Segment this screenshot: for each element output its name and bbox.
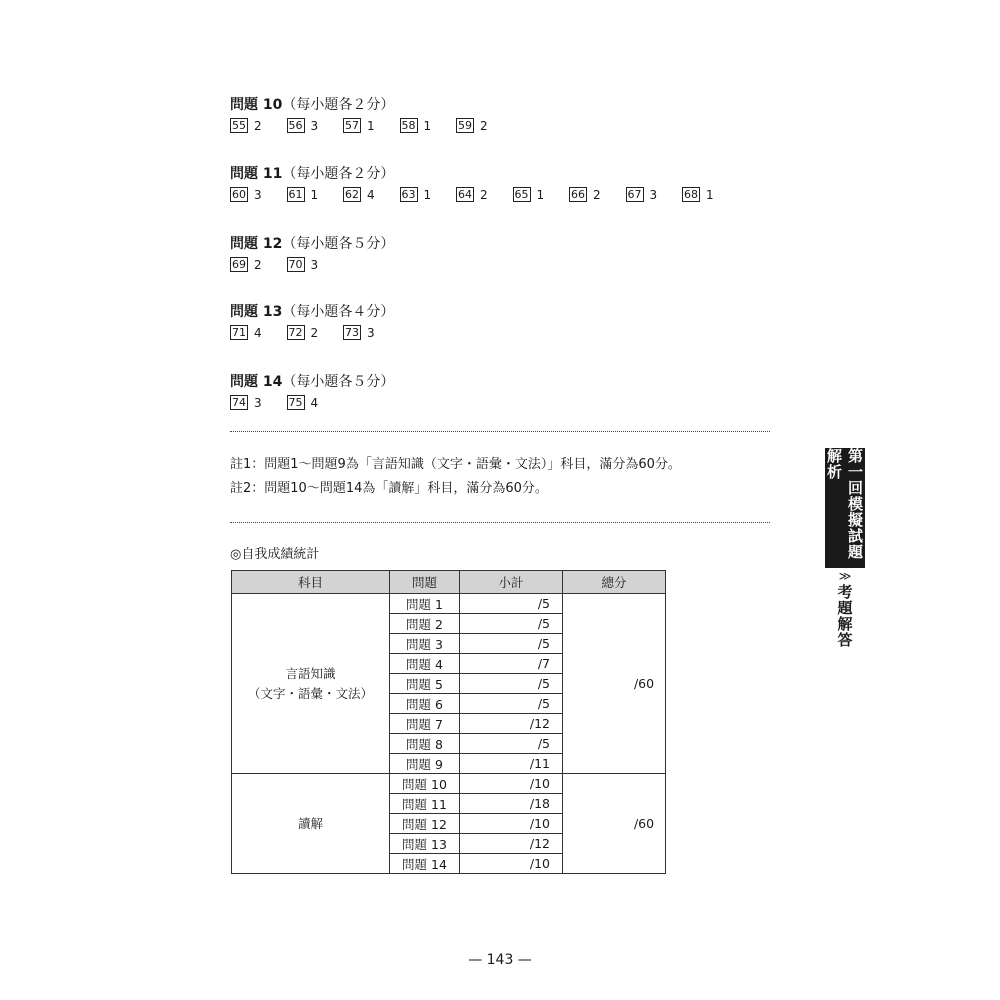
chapter-tab: 第一回模擬試題解析 bbox=[825, 448, 865, 568]
question-number-box: 61 bbox=[288, 188, 303, 201]
answer-item bbox=[287, 187, 319, 202]
answer-item bbox=[287, 257, 319, 272]
subtotal-cell: /5 bbox=[460, 634, 563, 654]
answer-value: 2 bbox=[480, 118, 488, 133]
question-number-box: 73 bbox=[345, 326, 359, 339]
header-subject: 科目 bbox=[232, 571, 390, 594]
answer-value: 2 bbox=[254, 118, 262, 133]
answer-item bbox=[400, 118, 432, 133]
question-number-box: 57 bbox=[345, 119, 359, 132]
answer-list bbox=[230, 257, 394, 277]
total-cell: /60 bbox=[563, 594, 666, 774]
answer-value: 2 bbox=[480, 187, 488, 202]
section-title bbox=[230, 234, 394, 254]
question-cell: 問題 5 bbox=[390, 674, 460, 694]
question-number-box: 58 bbox=[401, 119, 416, 132]
section-title bbox=[230, 372, 394, 392]
question-cell: 問題 12 bbox=[390, 814, 460, 834]
points-note: （每小題各５分） bbox=[282, 236, 395, 252]
points-note: （每小題各２分） bbox=[282, 97, 395, 113]
answer-section bbox=[230, 302, 394, 345]
answer-item bbox=[230, 395, 262, 410]
question-number-box: 71 bbox=[232, 326, 246, 339]
answer-value: 1 bbox=[367, 118, 375, 133]
answer-value: 3 bbox=[310, 118, 319, 133]
subtotal-cell: /10 bbox=[460, 774, 563, 794]
question-number-box: 75 bbox=[288, 396, 303, 409]
question-cell: 問題 4 bbox=[390, 654, 460, 674]
question-number-box: 65 bbox=[514, 188, 529, 201]
answer-item bbox=[626, 187, 658, 202]
answer-value: 1 bbox=[310, 187, 319, 202]
subtotal-cell: /10 bbox=[460, 814, 563, 834]
question-number-box: 72 bbox=[288, 326, 303, 339]
answer-value: 3 bbox=[310, 257, 319, 272]
section-title bbox=[230, 302, 394, 322]
answer-value: 4 bbox=[367, 187, 375, 202]
answer-list bbox=[230, 395, 394, 415]
answer-section bbox=[230, 95, 488, 138]
subtotal-cell: /18 bbox=[460, 794, 563, 814]
question-number-box: 56 bbox=[288, 119, 303, 132]
subject-cell bbox=[232, 774, 390, 874]
stats-title: ◎自我成績統計 bbox=[230, 547, 320, 562]
answer-value: 3 bbox=[254, 187, 262, 202]
subtotal-cell: /7 bbox=[460, 654, 563, 674]
subtotal-cell: /10 bbox=[460, 854, 563, 874]
answer-item bbox=[230, 325, 262, 340]
points-note: （每小題各４分） bbox=[282, 304, 395, 320]
note-2: 註2：問題10～問題14為「讀解」科目，滿分為60分。 bbox=[230, 481, 548, 496]
question-label: 問題 10 bbox=[230, 97, 283, 113]
question-cell: 問題 9 bbox=[390, 754, 460, 774]
subtotal-cell: /12 bbox=[460, 714, 563, 734]
section-tab: 考題解答 bbox=[835, 584, 854, 648]
answer-item bbox=[569, 187, 601, 202]
answer-item bbox=[682, 187, 714, 202]
table-row bbox=[232, 774, 666, 794]
answer-value: 3 bbox=[649, 187, 658, 202]
answer-value: 2 bbox=[254, 257, 262, 272]
answer-value: 4 bbox=[254, 325, 262, 340]
answer-value: 2 bbox=[593, 187, 601, 202]
chapter-sidebar bbox=[825, 448, 865, 648]
answer-item bbox=[513, 187, 545, 202]
question-cell: 問題 14 bbox=[390, 854, 460, 874]
question-number-box: 68 bbox=[684, 188, 698, 201]
question-number-box: 55 bbox=[232, 119, 246, 132]
subtotal-cell: /11 bbox=[460, 754, 563, 774]
answer-item bbox=[287, 395, 319, 410]
header-question: 問題 bbox=[390, 571, 460, 594]
question-number-box: 69 bbox=[232, 258, 246, 271]
answer-value: 1 bbox=[706, 187, 714, 202]
header-subtotal: 小計 bbox=[460, 571, 563, 594]
score-table-body bbox=[232, 594, 666, 874]
answer-value: 2 bbox=[310, 325, 319, 340]
question-cell: 問題 13 bbox=[390, 834, 460, 854]
question-label: 問題 14 bbox=[230, 374, 283, 390]
question-cell: 問題 10 bbox=[390, 774, 460, 794]
answer-value: 3 bbox=[367, 325, 375, 340]
answer-list bbox=[230, 187, 714, 207]
dotted-divider-top bbox=[230, 431, 770, 432]
points-note: （每小題各２分） bbox=[282, 166, 395, 182]
points-note: （每小題各５分） bbox=[282, 374, 395, 390]
answer-section bbox=[230, 372, 394, 415]
double-chevron-icon: ≫ bbox=[838, 569, 852, 583]
question-number-box: 64 bbox=[458, 188, 472, 201]
question-cell: 問題 1 bbox=[390, 594, 460, 614]
answer-section bbox=[230, 164, 714, 207]
subject-name: 讀解 bbox=[297, 815, 323, 831]
dotted-divider-bottom bbox=[230, 522, 770, 523]
answer-item bbox=[230, 257, 262, 272]
answer-value: 3 bbox=[254, 395, 262, 410]
question-label: 問題 12 bbox=[230, 236, 283, 252]
answer-section bbox=[230, 234, 394, 277]
question-cell: 問題 11 bbox=[390, 794, 460, 814]
question-number-box: 62 bbox=[345, 188, 359, 201]
section-title bbox=[230, 95, 394, 115]
answer-item bbox=[287, 118, 319, 133]
question-number-box: 67 bbox=[627, 188, 642, 201]
question-label: 問題 11 bbox=[230, 166, 283, 182]
answer-item bbox=[230, 187, 262, 202]
answer-value: 4 bbox=[310, 395, 319, 410]
page-number: — 143 — bbox=[468, 952, 532, 968]
answer-item bbox=[456, 187, 488, 202]
question-label: 問題 13 bbox=[230, 304, 283, 320]
header-total: 總分 bbox=[563, 571, 666, 594]
answer-list bbox=[230, 118, 488, 138]
subject-detail: （文字・語彙・文法） bbox=[247, 685, 373, 701]
subtotal-cell: /5 bbox=[460, 734, 563, 754]
subject-name: 言語知識 bbox=[285, 665, 336, 681]
answer-item bbox=[343, 118, 375, 133]
question-number-box: 60 bbox=[232, 188, 246, 201]
subtotal-cell: /5 bbox=[460, 674, 563, 694]
table-header-row bbox=[232, 571, 666, 594]
question-number-box: 66 bbox=[571, 188, 585, 201]
answer-item bbox=[400, 187, 432, 202]
subtotal-cell: /5 bbox=[460, 614, 563, 634]
subtotal-cell: /12 bbox=[460, 834, 563, 854]
answer-item bbox=[456, 118, 488, 133]
question-cell: 問題 7 bbox=[390, 714, 460, 734]
subtotal-cell: /5 bbox=[460, 594, 563, 614]
answer-value: 1 bbox=[423, 187, 432, 202]
answer-item bbox=[343, 325, 375, 340]
question-cell: 問題 6 bbox=[390, 694, 460, 714]
note-1: 註1：問題1～問題9為「言語知識（文字・語彙・文法）」科目，滿分為60分。 bbox=[230, 457, 681, 472]
question-number-box: 59 bbox=[458, 119, 472, 132]
question-number-box: 74 bbox=[232, 396, 246, 409]
subject-cell bbox=[232, 594, 390, 774]
question-number-box: 70 bbox=[288, 258, 303, 271]
question-cell: 問題 2 bbox=[390, 614, 460, 634]
answer-item bbox=[230, 118, 262, 133]
total-cell: /60 bbox=[563, 774, 666, 874]
score-table bbox=[231, 570, 666, 874]
question-cell: 問題 8 bbox=[390, 734, 460, 754]
question-cell: 問題 3 bbox=[390, 634, 460, 654]
answer-value: 1 bbox=[423, 118, 432, 133]
answer-value: 1 bbox=[536, 187, 545, 202]
table-row bbox=[232, 594, 666, 614]
answer-item bbox=[287, 325, 319, 340]
question-number-box: 63 bbox=[401, 188, 416, 201]
subtotal-cell: /5 bbox=[460, 694, 563, 714]
answer-list bbox=[230, 325, 394, 345]
answer-item bbox=[343, 187, 375, 202]
section-title bbox=[230, 164, 394, 184]
